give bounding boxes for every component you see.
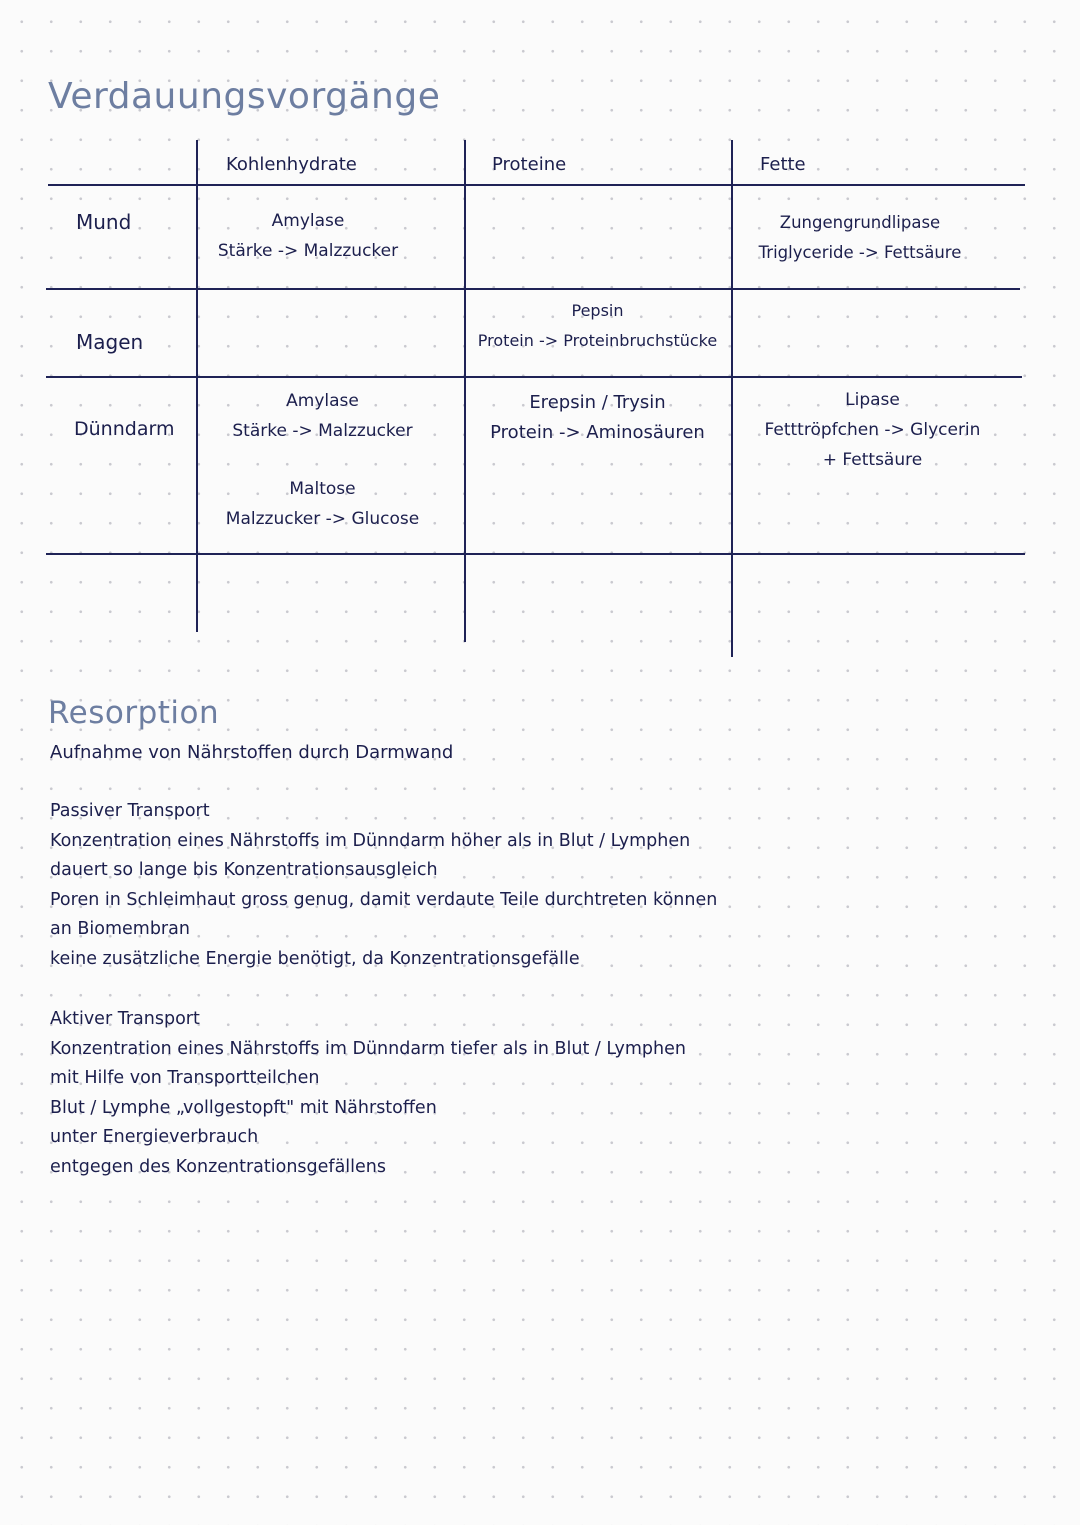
- table-col-divider: [196, 140, 198, 632]
- resorption-definition: Aufnahme von Nährstoffen durch Darmwand: [50, 742, 454, 763]
- column-header-proteine: Proteine: [492, 154, 567, 175]
- table-row-divider: [46, 553, 1025, 555]
- enzyme-label: Lipase: [845, 390, 900, 410]
- enzyme-label-2: Maltose: [289, 479, 356, 499]
- enzyme-label: Amylase: [271, 211, 345, 231]
- table-row-divider: [46, 376, 1022, 378]
- reaction-label: Fetttröpfchen -> Glycerin: [764, 420, 981, 440]
- passive-line: dauert so lange bis Konzentrationsausgleich: [50, 860, 438, 880]
- cell-duenndarm-proteine: [475, 388, 720, 448]
- reaction-label: Stärke -> Malzzucker: [217, 241, 399, 261]
- active-line: unter Energieverbrauch: [50, 1127, 259, 1147]
- column-header-kohlenhydrate: Kohlenhydrate: [226, 154, 357, 175]
- passive-line: Poren in Schleimhaut gross genug, damit verdaute Teile durchtreten können: [50, 889, 718, 910]
- active-transport-heading: Aktiver Transport: [50, 1009, 200, 1029]
- resorption-title: Resorption: [48, 695, 220, 731]
- cell-magen-proteine: [470, 296, 725, 356]
- active-line: Konzentration eines Nährstoffs im Dünndarm tiefer als in Blut / Lymphen: [50, 1038, 686, 1059]
- active-line: mit Hilfe von Transportteilchen: [50, 1068, 320, 1088]
- row-label-magen: Magen: [76, 330, 144, 354]
- enzyme-label: Amylase: [286, 391, 359, 411]
- row-label-duenndarm: Dünndarm: [74, 418, 175, 440]
- cell-duenndarm-fette: [745, 385, 1000, 475]
- reaction-label: Triglyceride -> Fettsäure: [758, 243, 962, 262]
- cell-duenndarm-kohlenhydrate: [210, 386, 435, 534]
- passive-line: keine zusätzliche Energie benötigt, da Konzentrationsgefälle: [50, 948, 580, 969]
- passive-transport-heading: Passiver Transport: [50, 801, 210, 821]
- cell-mund-kohlenhydrate: [208, 206, 408, 266]
- table-col-divider: [731, 140, 733, 657]
- reaction-label: Stärke -> Malzzucker: [232, 421, 413, 441]
- row-label-mund: Mund: [76, 210, 132, 234]
- enzyme-label: Pepsin: [571, 301, 624, 320]
- column-header-fette: Fette: [760, 154, 806, 175]
- reaction-label: Protein -> Proteinbruchstücke: [477, 331, 718, 350]
- active-transport-section: [50, 1005, 686, 1182]
- active-line: entgegen des Konzentrationsgefällens: [50, 1156, 387, 1177]
- table-row-divider: [46, 288, 1020, 290]
- passive-line: Konzentration eines Nährstoffs im Dünndarm höher als in Blut / Lymphen: [50, 830, 691, 851]
- enzyme-label: Erepsin / Trysin: [529, 392, 666, 413]
- table-col-divider: [464, 140, 466, 642]
- passive-line: an Biomembran: [50, 919, 190, 939]
- table-header-divider: [48, 184, 1025, 186]
- reaction-label: Protein -> Aminosäuren: [490, 422, 705, 443]
- enzyme-label: Zungengrundlipase: [779, 213, 941, 232]
- cell-mund-fette: [745, 208, 975, 268]
- active-line: Blut / Lymphe „vollgestopft" mit Nährstoffen: [50, 1097, 437, 1118]
- passive-transport-section: [50, 797, 717, 974]
- reaction-continuation: + Fettsäure: [822, 450, 923, 470]
- page-title: Verdauungsvorgänge: [48, 76, 441, 117]
- reaction-label-2: Malzzucker -> Glucose: [225, 509, 420, 529]
